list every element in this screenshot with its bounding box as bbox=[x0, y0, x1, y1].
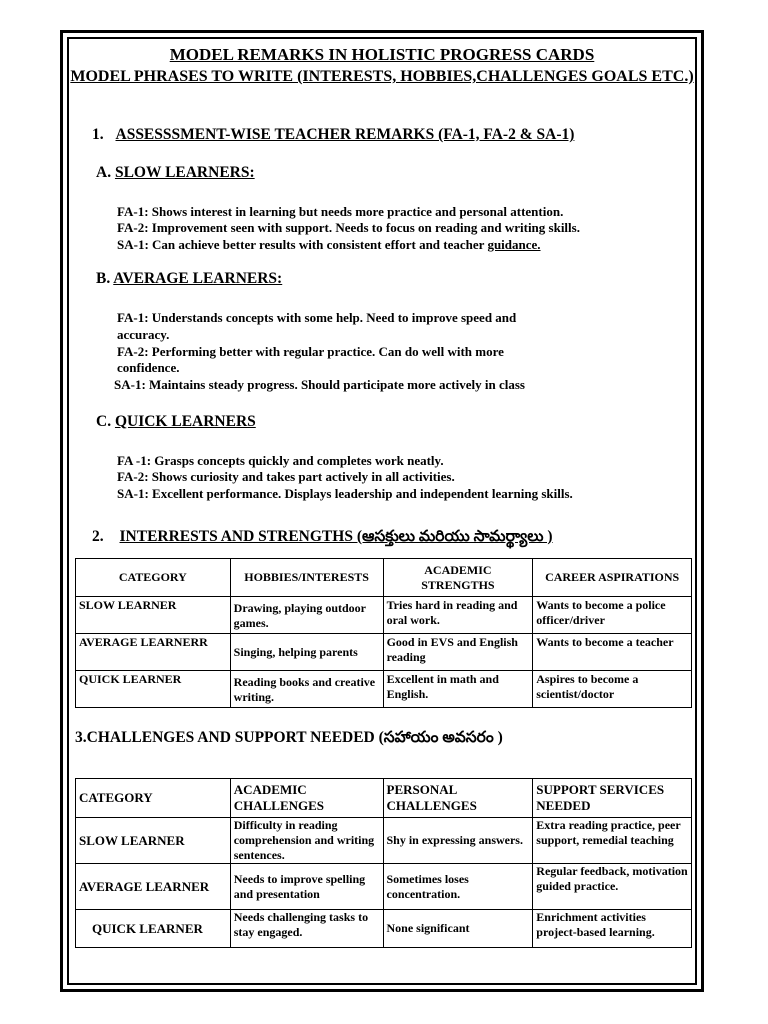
table-cell: Tries hard in reading and oral work. bbox=[383, 597, 533, 634]
section1-number: 1. bbox=[92, 126, 104, 143]
challenges-header-category: CATEGORY bbox=[76, 779, 231, 818]
table-cell: Aspires to become a scientist/doctor bbox=[533, 671, 692, 708]
interests-table bbox=[75, 558, 692, 708]
challenges-header-academic: ACADEMIC CHALLENGES bbox=[230, 779, 383, 818]
group-b-line-3: FA-2: Performing better with regular practice. Can do well with more bbox=[117, 344, 504, 359]
table-cell: AVERAGE LEARNERR bbox=[76, 634, 231, 671]
table-cell: SLOW LEARNER bbox=[76, 818, 231, 864]
table-cell: Good in EVS and English reading bbox=[383, 634, 533, 671]
group-c-name: QUICK LEARNERS bbox=[114, 413, 256, 430]
section3-heading: 3.CHALLENGES AND SUPPORT NEEDED (సహాయం అవసరం ) bbox=[75, 729, 503, 746]
table-cell: Needs to improve spelling and presentation bbox=[230, 864, 383, 910]
table-cell: QUICK LEARNER bbox=[76, 671, 231, 708]
group-a-line-1: FA-1: Shows interest in learning but needs more practice and personal attention. bbox=[117, 204, 564, 219]
group-a-line-3-underlined: guidance. bbox=[487, 237, 541, 252]
group-b-line-5: SA-1: Maintains steady progress. Should participate more actively in class bbox=[114, 377, 525, 392]
section2-heading bbox=[92, 528, 553, 549]
table-cell: AVERAGE LEARNER bbox=[76, 864, 231, 910]
group-b-letter: B. bbox=[96, 270, 111, 287]
document-subtitle: MODEL PHRASES TO WRITE (INTERESTS, HOBBIES,CHALLENGES GOALS ETC.) bbox=[70, 68, 694, 85]
table-cell: Shy in expressing answers. bbox=[383, 818, 533, 864]
group-a-line-3-text: SA-1: Can achieve better results with consistent effort and teacher bbox=[117, 237, 485, 252]
group-c-line-1: FA -1: Grasps concepts quickly and completes work neatly. bbox=[117, 453, 444, 468]
table-cell: Needs challenging tasks to stay engaged. bbox=[230, 910, 383, 948]
interests-header-academic: ACADEMIC STRENGTHS bbox=[383, 559, 533, 597]
challenges-table bbox=[75, 778, 692, 948]
table-row bbox=[76, 634, 692, 671]
table-cell: Reading books and creative writing. bbox=[230, 671, 383, 708]
table-row bbox=[76, 818, 692, 864]
challenges-header-personal: PERSONAL CHALLENGES bbox=[383, 779, 533, 818]
table-cell: Singing, helping parents bbox=[230, 634, 383, 671]
group-a-name: SLOW LEARNERS: bbox=[114, 164, 255, 181]
interests-header-hobbies: HOBBIES/INTERESTS bbox=[230, 559, 383, 597]
table-cell: None significant bbox=[383, 910, 533, 948]
document-title: MODEL REMARKS IN HOLISTIC PROGRESS CARDS bbox=[169, 45, 595, 64]
group-c-line-2: FA-2: Shows curiosity and takes part actively in all activities. bbox=[117, 469, 455, 484]
table-cell: Sometimes loses concentration. bbox=[383, 864, 533, 910]
group-b-line-4: confidence. bbox=[117, 360, 180, 375]
challenges-header-row bbox=[76, 779, 692, 818]
group-b-name: AVERAGE LEARNERS: bbox=[113, 270, 283, 287]
table-cell: Enrichment activities project-based learning. bbox=[533, 910, 692, 948]
section2-title: INTERRESTS AND STRENGTHS (ఆసక్తులు మరియు సామర్థ్యాలు ) bbox=[119, 528, 553, 545]
table-row bbox=[76, 671, 692, 708]
table-cell: Wants to become a police officer/driver bbox=[533, 597, 692, 634]
table-cell: Wants to become a teacher bbox=[533, 634, 692, 671]
challenges-header-support: SUPPORT SERVICES NEEDED bbox=[533, 779, 692, 818]
table-cell: SLOW LEARNER bbox=[76, 597, 231, 634]
group-a-letter: A. bbox=[96, 164, 112, 181]
section1-heading bbox=[92, 126, 574, 144]
table-cell: Regular feedback, motivation guided practice. bbox=[533, 864, 692, 910]
table-cell: Drawing, playing outdoor games. bbox=[230, 597, 383, 634]
group-c-heading bbox=[96, 413, 256, 431]
table-cell: Extra reading practice, peer support, remedial teaching bbox=[533, 818, 692, 864]
table-row bbox=[76, 910, 692, 948]
group-a-line-2: FA-2: Improvement seen with support. Needs to focus on reading and writing skills. bbox=[117, 220, 580, 235]
group-b-heading bbox=[96, 270, 282, 288]
group-a-line-3 bbox=[117, 237, 541, 253]
table-row bbox=[76, 864, 692, 910]
table-cell: Excellent in math and English. bbox=[383, 671, 533, 708]
section1-title: ASSESSSMENT-WISE TEACHER REMARKS (FA-1, FA-2 & SA-1) bbox=[115, 126, 575, 143]
group-a-heading bbox=[96, 164, 255, 182]
interests-header-row bbox=[76, 559, 692, 597]
section2-number: 2. bbox=[92, 528, 104, 545]
group-b-line-2: accuracy. bbox=[117, 327, 170, 342]
interests-header-category: CATEGORY bbox=[76, 559, 231, 597]
table-row bbox=[76, 597, 692, 634]
table-cell: QUICK LEARNER bbox=[76, 910, 231, 948]
group-c-line-3: SA-1: Excellent performance. Displays leadership and independent learning skills. bbox=[117, 486, 573, 501]
table-cell: Difficulty in reading comprehension and writing sentences. bbox=[230, 818, 383, 864]
group-c-letter: C. bbox=[96, 413, 112, 430]
interests-header-career: CAREER ASPIRATIONS bbox=[533, 559, 692, 597]
group-b-line-1: FA-1: Understands concepts with some help. Need to improve speed and bbox=[117, 310, 517, 325]
